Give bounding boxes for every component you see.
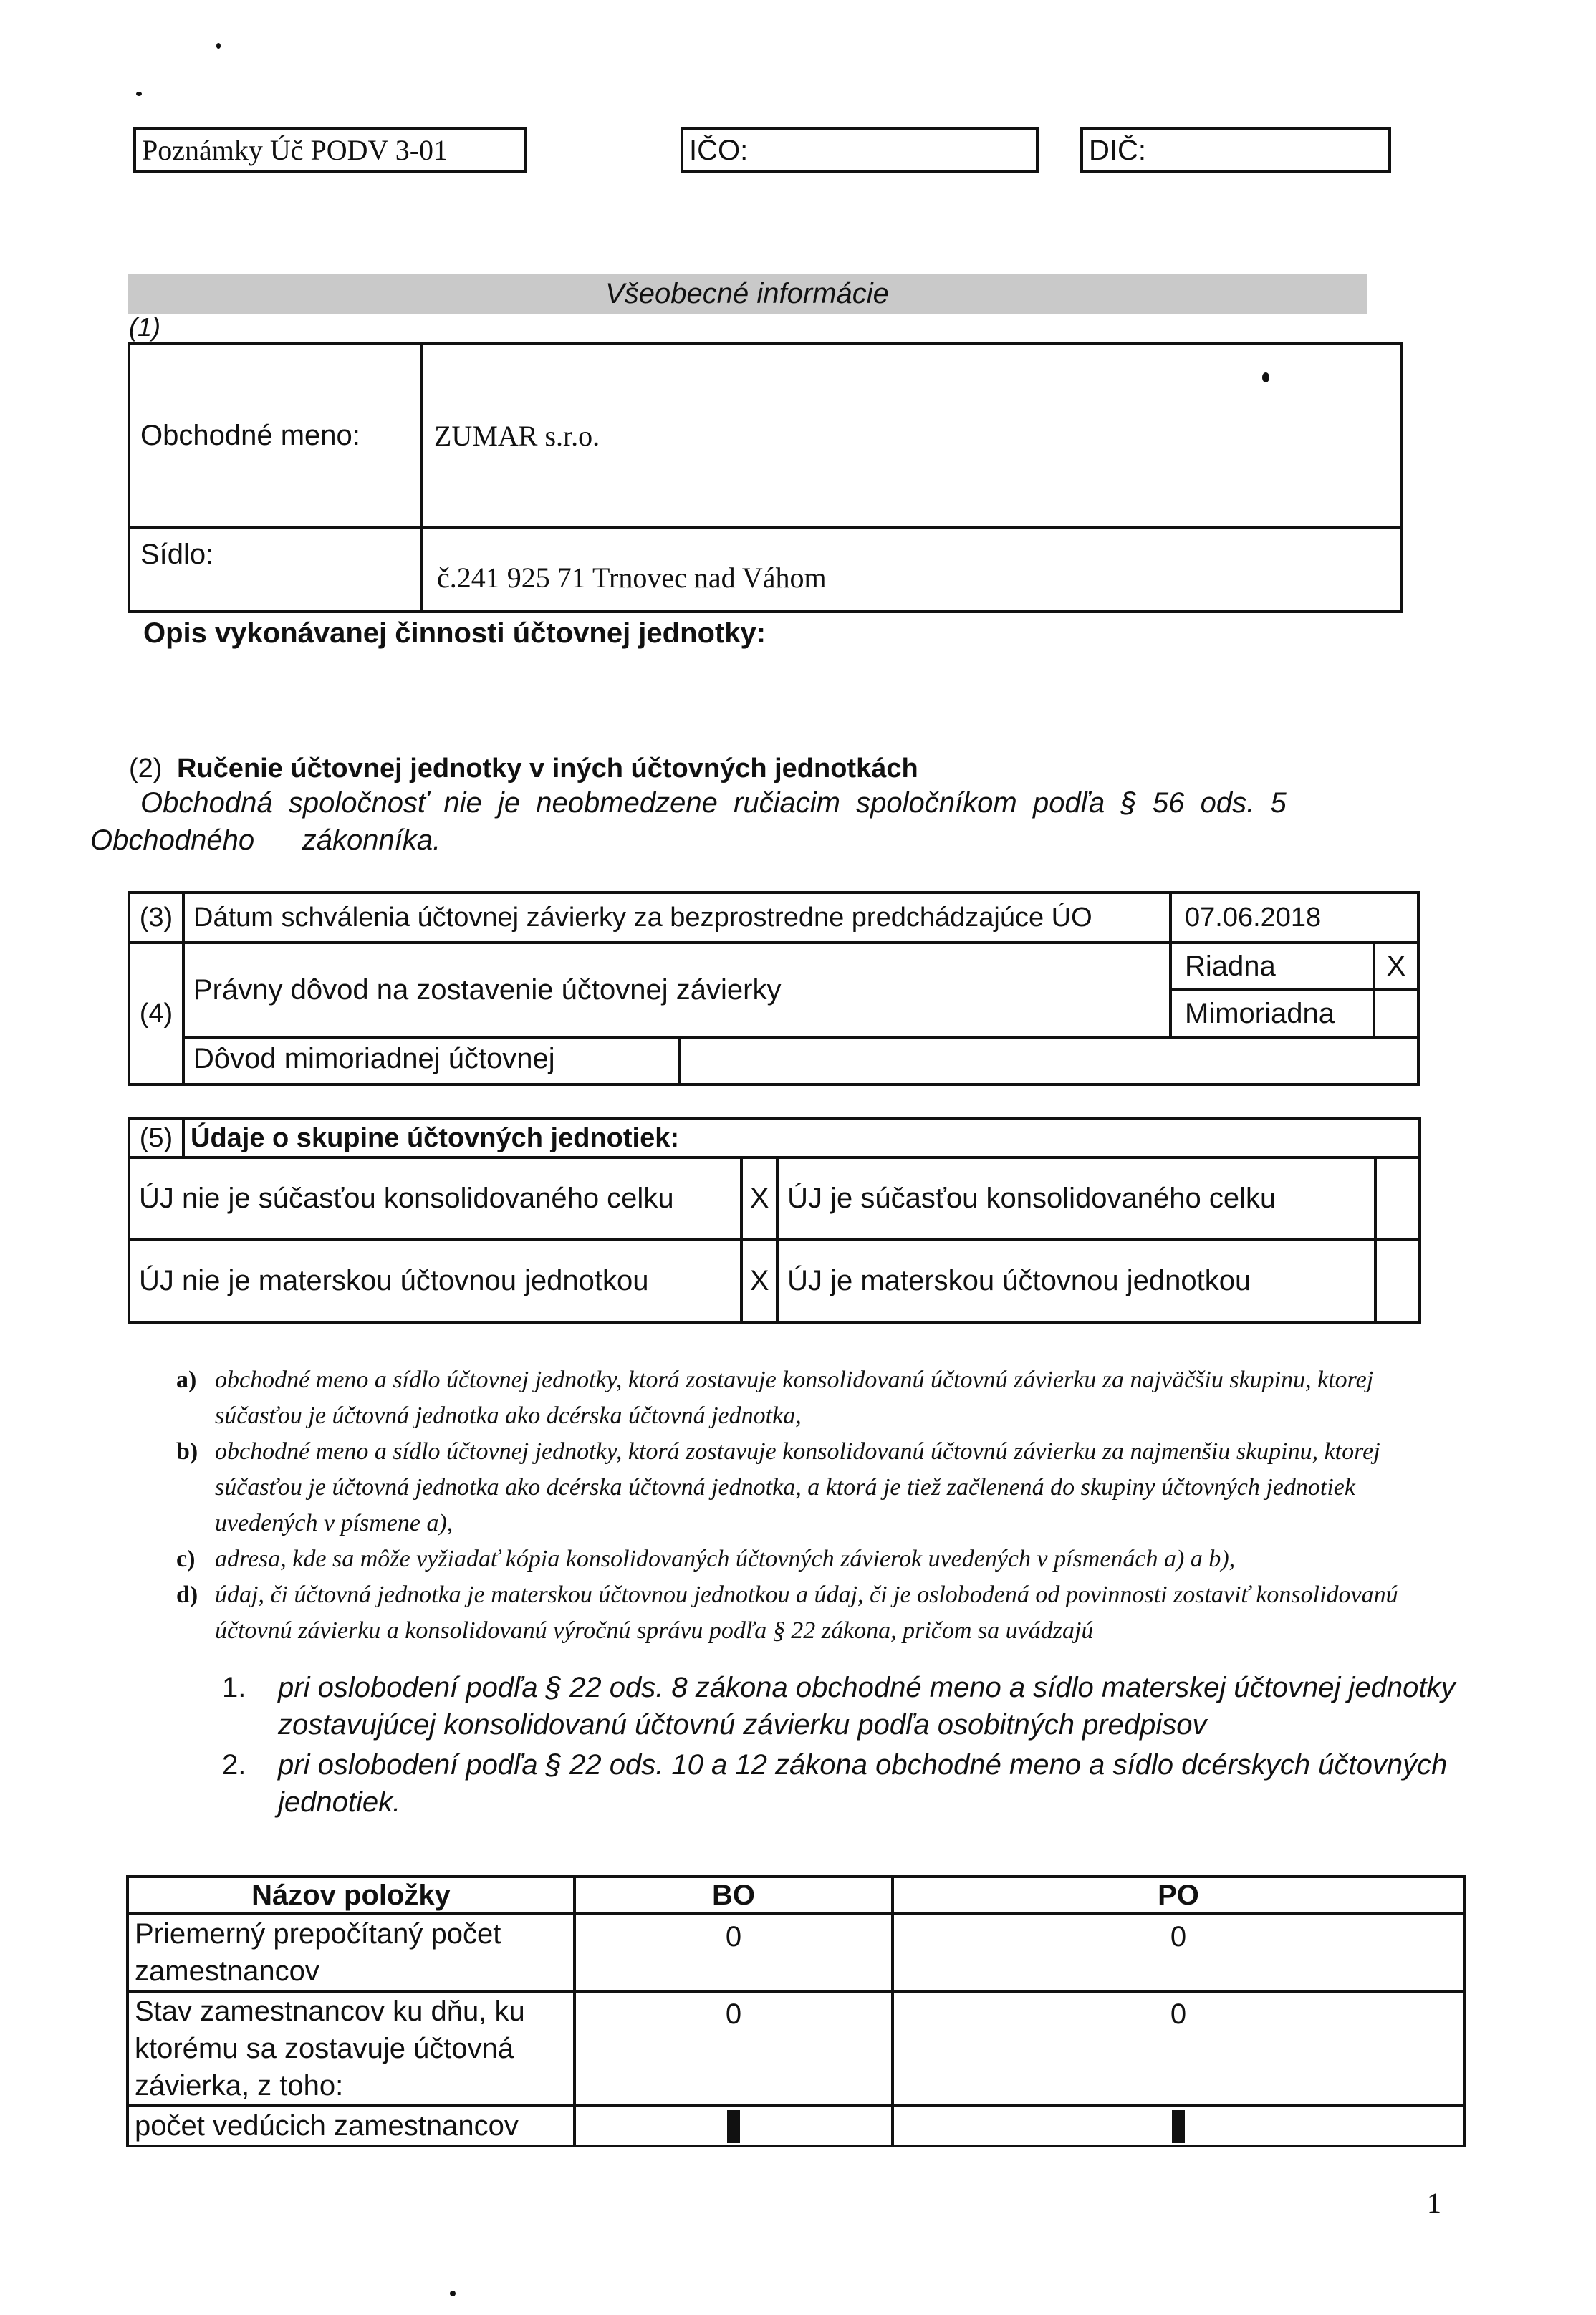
scan-speck: [450, 2291, 456, 2296]
approval-date-row: [129, 892, 1418, 943]
subitem-text: pri oslobodení podľa § 22 ods. 8 zákona obchodné meno a sídlo materskej účtovnej jednotky zostavujúcej konsolidovanú účtovnú závierku podľa osobitných predpisov: [278, 1672, 1456, 1741]
activity-label: Opis vykonávanej činnosti účtovnej jednotky:: [143, 617, 766, 649]
header-po: PO: [893, 1877, 1464, 1914]
row-po-value[interactable]: 0: [893, 1991, 1464, 2106]
note-item-a: [176, 1362, 1458, 1434]
header-item-name: Názov položky: [128, 1877, 575, 1914]
option-mimoriadna-label: Mimoriadna: [1170, 990, 1374, 1037]
dic-field[interactable]: [1080, 127, 1391, 173]
row-po-value[interactable]: [893, 2106, 1464, 2146]
group-row-consolidated: [129, 1158, 1420, 1239]
note-letter: b): [176, 1438, 198, 1465]
row-name: Priemerný prepočítaný počet zamestnancov: [128, 1914, 575, 1991]
option-riadna-label: Riadna: [1170, 943, 1374, 990]
table-row: [128, 1914, 1464, 1991]
page-number: 1: [1427, 2187, 1441, 2219]
legal-reason-row-riadna: [129, 943, 1418, 990]
is-parent-checkbox[interactable]: [1375, 1239, 1420, 1322]
header-bo: BO: [575, 1877, 893, 1914]
business-name-value[interactable]: ZUMAR s.r.o.: [421, 344, 1401, 527]
extraordinary-reason-value[interactable]: [679, 1037, 1418, 1084]
general-info-table: [128, 342, 1403, 613]
note-item-c: [176, 1541, 1458, 1577]
business-name-label: Obchodné meno:: [129, 344, 421, 527]
part-of-consolidated-label: ÚJ je súčasťou konsolidovaného celku: [777, 1158, 1375, 1239]
form-code-box: [133, 127, 527, 173]
section-2-title: Ručenie účtovnej jednotky v iných účtovných jednotkách: [177, 754, 918, 784]
is-parent-label: ÚJ je materskou účtovnou jednotkou: [777, 1239, 1375, 1322]
business-name-row: [129, 344, 1401, 527]
approval-date-value[interactable]: 07.06.2018: [1170, 892, 1418, 943]
notes-sublist: [222, 1669, 1461, 1821]
table-row: [128, 1991, 1464, 2106]
note-text: obchodné meno a sídlo účtovnej jednotky, ktorá zostavuje konsolidovanú účtovnú závierku za najväčšiu skupinu, ktorej súčasťou je účtovná jednotka ako dcérska účtovná jednotka,: [215, 1367, 1374, 1429]
not-parent-label: ÚJ nie je materskou účtovnou jednotkou: [129, 1239, 741, 1322]
row-name: Stav zamestnancov ku dňu, ku ktorému sa zostavuje účtovná závierka, z toho:: [128, 1991, 575, 2106]
seat-row: [129, 527, 1401, 612]
seat-label: Sídlo:: [129, 527, 421, 612]
notes-list: [176, 1362, 1458, 1649]
section-2-text-line1: Obchodná spoločnosť nie je neobmedzene ručiacim spoločníkom podľa § 56 ods. 5: [140, 787, 1287, 819]
ico-label: IČO:: [689, 135, 749, 166]
redacted-value-mark: [727, 2110, 740, 2143]
group-row-parent: [129, 1239, 1420, 1322]
note-text: údaj, či účtovná jednotka je materskou účtovnou jednotkou a údaj, či je oslobodená od povinnosti zostaviť konsolidovanú účtovnú závierku a konsolidovanú výročnú správu podľa § 22 zákona, pričom sa uvádzajú: [215, 1582, 1398, 1644]
section-banner-title: Všeobecné informácie: [605, 278, 889, 309]
seat-value[interactable]: č.241 925 71 Trnovec nad Váhom: [421, 527, 1401, 612]
note-subitem-1: [222, 1669, 1461, 1743]
section-3-number: (3): [129, 892, 183, 943]
group-info-table: [128, 1117, 1421, 1324]
section-5-number: (5): [129, 1119, 183, 1158]
subitem-text: pri oslobodení podľa § 22 ods. 10 a 12 zákona obchodné meno a sídlo dcérskych účtovných jednotiek.: [278, 1749, 1448, 1818]
redacted-value-mark: [1172, 2110, 1185, 2143]
subitem-number: 1.: [222, 1672, 246, 1703]
note-letter: c): [176, 1546, 196, 1572]
section-banner: [128, 274, 1367, 314]
row-bo-value[interactable]: 0: [575, 1914, 893, 1991]
note-text: obchodné meno a sídlo účtovnej jednotky, ktorá zostavuje konsolidovanú účtovnú závierku za najmenšiu skupinu, ktorej súčasťou je účtovná jednotka ako dcérska účtovná jednotka, a ktorá je tiež začlenená do skupiny účtovných jednotiek uvedených v písmene a),: [215, 1438, 1380, 1536]
row-po-value[interactable]: 0: [893, 1914, 1464, 1991]
extraordinary-reason-label: Dôvod mimoriadnej účtovnej: [183, 1037, 679, 1084]
approval-date-label: Dátum schválenia účtovnej závierky za bezprostredne predchádzajúce ÚO: [183, 892, 1170, 943]
legal-reason-label: Právny dôvod na zostavenie účtovnej závierky: [183, 943, 1170, 1037]
scan-speck: [136, 92, 142, 96]
row-name: počet vedúcich zamestnancov: [128, 2106, 575, 2146]
group-info-header-row: [129, 1119, 1420, 1158]
note-letter: d): [176, 1582, 198, 1608]
section-4-number: (4): [129, 943, 183, 1084]
part-of-consolidated-checkbox[interactable]: [1375, 1158, 1420, 1239]
scan-speck: [216, 43, 221, 49]
section-5-title: Údaje o skupine účtovných jednotiek:: [183, 1119, 1420, 1158]
row-bo-value[interactable]: [575, 2106, 893, 2146]
note-item-d: [176, 1577, 1458, 1649]
note-subitem-2: [222, 1746, 1461, 1821]
subitem-number: 2.: [222, 1749, 246, 1781]
section-1-number: (1): [129, 312, 160, 342]
approval-and-legal-reason-table: [128, 891, 1420, 1086]
employees-table: [126, 1875, 1466, 2147]
section-2-heading: [129, 754, 918, 784]
option-riadna-checkbox[interactable]: X: [1374, 943, 1418, 990]
option-mimoriadna-checkbox[interactable]: [1374, 990, 1418, 1037]
note-letter: a): [176, 1367, 197, 1393]
dic-label: DIČ:: [1089, 135, 1146, 166]
not-part-of-consolidated-label: ÚJ nie je súčasťou konsolidovaného celku: [129, 1158, 741, 1239]
activity-value[interactable]: [143, 659, 1361, 731]
table-row: [128, 2106, 1464, 2146]
not-part-of-consolidated-checkbox[interactable]: X: [741, 1158, 777, 1239]
section-2-number: (2): [129, 754, 163, 784]
form-code: Poznámky Úč PODV 3-01: [142, 134, 448, 166]
section-2-text-line2: Obchodného zákonníka.: [90, 824, 441, 856]
not-parent-checkbox[interactable]: X: [741, 1239, 777, 1322]
note-item-b: [176, 1434, 1458, 1541]
ico-field[interactable]: [681, 127, 1039, 173]
employees-header-row: [128, 1877, 1464, 1914]
note-text: adresa, kde sa môže vyžiadať kópia konsolidovaných účtovných závierok uvedených v písmenách a) a b),: [215, 1546, 1236, 1572]
row-bo-value[interactable]: 0: [575, 1991, 893, 2106]
extraordinary-reason-row: [129, 1037, 1418, 1084]
